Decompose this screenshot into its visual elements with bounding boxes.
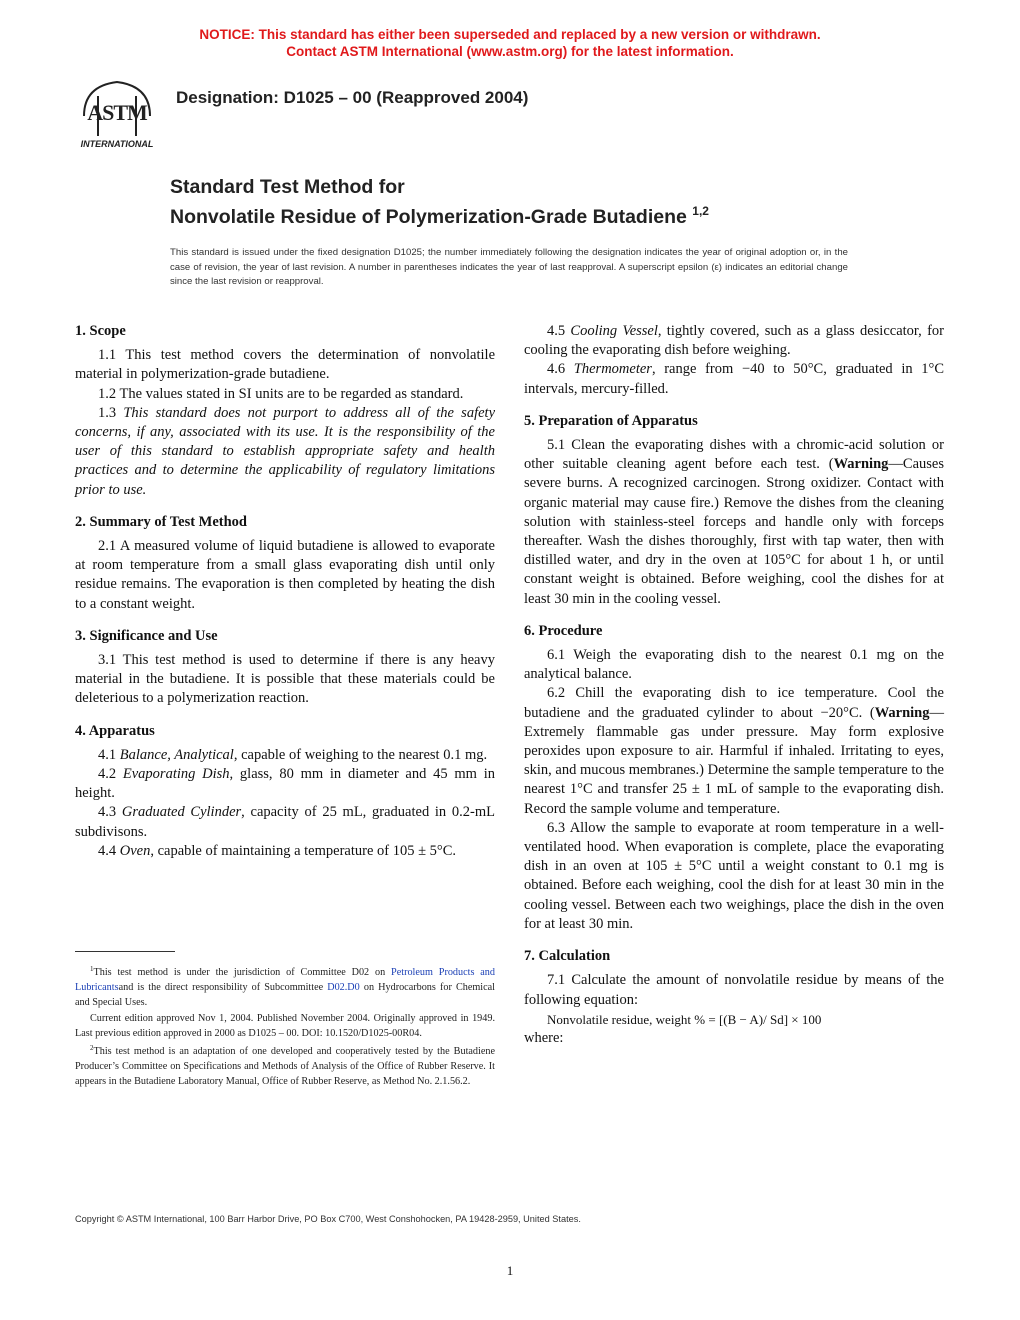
apparatus-item-term: Balance, Analytical [119, 746, 234, 763]
footnote-1-marker: 1 [90, 965, 94, 973]
apparatus-item-4-3 [75, 803, 495, 841]
apparatus-item-text: , capacity of 25 mL, graduated in 0.2-mL subdivisons. [75, 804, 495, 840]
title-line-2-text: Nonvolatile Residue of Polymerization-Grade Butadiene [170, 206, 687, 228]
footnote-1-text-b: and is the direct responsibility of Subcommittee [118, 982, 328, 994]
apparatus-item-term: Cooling Vessel [570, 323, 658, 339]
paragraph-1-3-text: This standard does not purport to address all of the safety concerns, if any, associated with its use. It is the responsibility of the user of this standard to establish appropriate safety and health practices and to determine the applicability of regulatory limitations prior to use. [75, 404, 495, 498]
section-heading-summary: 2. Summary of Test Method [75, 513, 247, 530]
paragraph-2-1: 2.1 A measured volume of liquid butadiene is allowed to evaporate at room temperature from a small glass evaporating dish until only residue remains. The evaporation is then completed by heating the dish to a constant weight. [75, 538, 495, 612]
apparatus-item-term: Evaporating Dish [122, 766, 230, 783]
apparatus-item-4-1 [75, 746, 495, 765]
copyright: Copyright © ASTM International, 100 Barr Harbor Drive, PO Box C700, West Conshohocken, PA 19428-2959, United States. [75, 1214, 581, 1224]
paragraph-1-2: 1.2 The values stated in SI units are to be regarded as standard. [98, 385, 464, 402]
committee-link[interactable]: Petroleum Products and Lubricants [75, 967, 495, 994]
apparatus-item-text: , tightly covered, such as a glass desiccator, for cooling the evaporating dish before weighing. [524, 323, 944, 359]
paragraph-3-1: 3.1 This test method is used to determine if there is any heavy material in the butadiene. It is possible that these materials could be deleterious to a polymerization reaction. [75, 652, 495, 707]
section-heading-preparation: 5. Preparation of Apparatus [524, 412, 698, 429]
logo-subtext: INTERNATIONAL [80, 139, 154, 149]
apparatus-item-text: , glass, 80 mm in diameter and 45 mm in height. [75, 766, 495, 802]
warning-label: Warning [874, 704, 930, 721]
logo-mark-text: ASTM [87, 100, 147, 125]
designation: Designation: D1025 – 00 (Reapproved 2004) [176, 88, 529, 107]
footnote-edition: Current edition approved Nov 1, 2004. Published November 2004. Originally approved in 1949. Last previous edition approved in 2000 as D1025 – 00. DOI: 10.1520/D1025-00R04. [75, 1012, 495, 1039]
apparatus-item-num: 4.1 [98, 746, 117, 763]
footnote-2-text: This test method is an adaptation of one developed and cooperatively tested by the Butadiene Producer’s Committee on Specifications and Methods of Analysis of the Office of Rubber Reserve. It appears in the Butadiene Laboratory Manual, Office of Rubber Reserve, as Method No. 2.1.56.2. [75, 1046, 495, 1088]
footnote-1-text-c: on Hydrocarbons for Chemical and Special Uses. [75, 982, 495, 1009]
footnote-1-text-a: This test method is under the jurisdiction of Committee D02 on [93, 967, 392, 978]
paragraph-7-1: 7.1 Calculate the amount of nonvolatile residue by means of the following equation: [524, 972, 944, 1008]
paragraph-5-1-a: 5.1 Clean the evaporating dishes with a chromic-acid solution or other suitable cleaning agent before each test. ( [524, 437, 944, 473]
paragraph-6-2 [524, 684, 944, 818]
apparatus-item-num: 4.3 [98, 804, 117, 821]
apparatus-item-4-6 [524, 360, 944, 398]
page-number: 1 [506, 1263, 514, 1278]
apparatus-item-4-2 [75, 765, 495, 803]
document-title [170, 175, 709, 229]
paragraph-6-3: 6.3 Allow the sample to evaporate at room temperature in a well-ventilated hood. When evaporation is complete, place the evaporating dish in an oven at 105 ± 5°C until a weight constant to 0.1 mg is obtained. Before each weighing, cool the dish for at least 30 min in the cooling vessel. Between each two weighings, place the dish in the oven for at least 30 min. [524, 819, 944, 932]
apparatus-item-4-4 [75, 842, 495, 861]
paragraph-1-3-num: 1.3 [98, 404, 117, 421]
section-heading-calculation: 7. Calculation [524, 948, 611, 965]
issue-note: This standard is issued under the fixed designation D1025; the number immediately following the designation indicates the year of original adoption or, in the case of revision, the year of last revision. A number in parentheses indicates the year of last reapproval. A superscript epsilon (ε) indicates an editorial change since the last revision or reapproval. [170, 247, 848, 287]
section-heading-scope: 1. Scope [75, 323, 126, 339]
paragraph-1-3 [75, 404, 495, 500]
footnote-2 [75, 1041, 495, 1090]
apparatus-item-num: 4.4 [98, 842, 117, 859]
apparatus-item-num: 4.2 [98, 766, 117, 783]
apparatus-item-num: 4.6 [547, 361, 566, 378]
footnotes [75, 962, 495, 1090]
astm-logo-icon [74, 76, 160, 150]
apparatus-item-text: , capable of weighing to the nearest 0.1 mg. [233, 746, 488, 763]
residue-equation: Nonvolatile residue, weight % = [(B − A)/ Sd] × 100 [547, 1011, 822, 1027]
paragraph-5-1 [524, 436, 944, 609]
withdrawal-notice [0, 26, 1020, 60]
title-footnote-ref[interactable]: 1,2 [692, 204, 709, 218]
paragraph-1-1: 1.1 This test method covers the determination of nonvolatile material in polymerization-grade butadiene. [75, 347, 495, 383]
apparatus-item-text: , capable of maintaining a temperature of 105 ± 5°C. [150, 842, 457, 859]
footnote-divider [75, 951, 175, 952]
apparatus-item-num: 4.5 [547, 323, 566, 339]
apparatus-item-4-5 [524, 322, 944, 360]
section-heading-apparatus: 4. Apparatus [75, 722, 155, 739]
notice-line-1: NOTICE: This standard has either been superseded and replaced by a new version or withdrawn. [199, 27, 821, 42]
notice-line-2: Contact ASTM International (www.astm.org) for the latest information. [286, 44, 734, 59]
where-label: where: [524, 1029, 564, 1046]
paragraph-6-1: 6.1 Weigh the evaporating dish to the nearest 0.1 mg on the analytical balance. [524, 647, 944, 683]
footnote-1 [75, 962, 495, 1011]
title-line-1: Standard Test Method for [170, 176, 405, 198]
right-column [524, 322, 944, 1048]
footnote-2-marker: 2 [90, 1044, 94, 1053]
section-heading-procedure: 6. Procedure [524, 622, 603, 639]
apparatus-item-term: Graduated Cylinder [121, 804, 242, 821]
warning-label: Warning [833, 456, 889, 473]
title-line-2 [170, 199, 709, 229]
paragraph-5-1-b: —Causes severe burns. A recognized carcinogen. Strong oxidizer. Contact with organic material may cause fire.) Remove the dishes from the cleaning solution with stainless-steel forceps and handle only with forceps thereafter. Wash the dishes thoroughly, first with tap water, then with distilled water, and dry in the oven at 105°C for about 1 h, or until constant weight is obtained. Before weighing, cool the dishes for at least 30 min in the cooling vessel. [524, 456, 944, 607]
paragraph-6-2-a: 6.2 Chill the evaporating dish to ice temperature. Cool the butadiene and the graduated cylinder to about −20°C. ( [524, 685, 944, 721]
apparatus-item-text: , range from −40 to 50°C, graduated in 1°C intervals, mercury-filled. [524, 361, 944, 397]
left-column [75, 322, 495, 861]
paragraph-6-2-b: —Extremely flammable gas under pressure. May form explosive peroxides upon exposure to air. Harmful if inhaled. Irritating to eyes, skin, and mucous membranes.) Determine the sample temperature to the nearest 1°C and transfer 25 ± 1 mL of sample to the evaporating dish. Record the sample volume and temperature. [524, 704, 944, 817]
apparatus-item-term: Thermometer [573, 361, 652, 378]
section-heading-significance: 3. Significance and Use [75, 627, 218, 644]
apparatus-item-term: Oven [119, 842, 151, 859]
subcommittee-link[interactable]: D02.D0 [327, 982, 360, 994]
